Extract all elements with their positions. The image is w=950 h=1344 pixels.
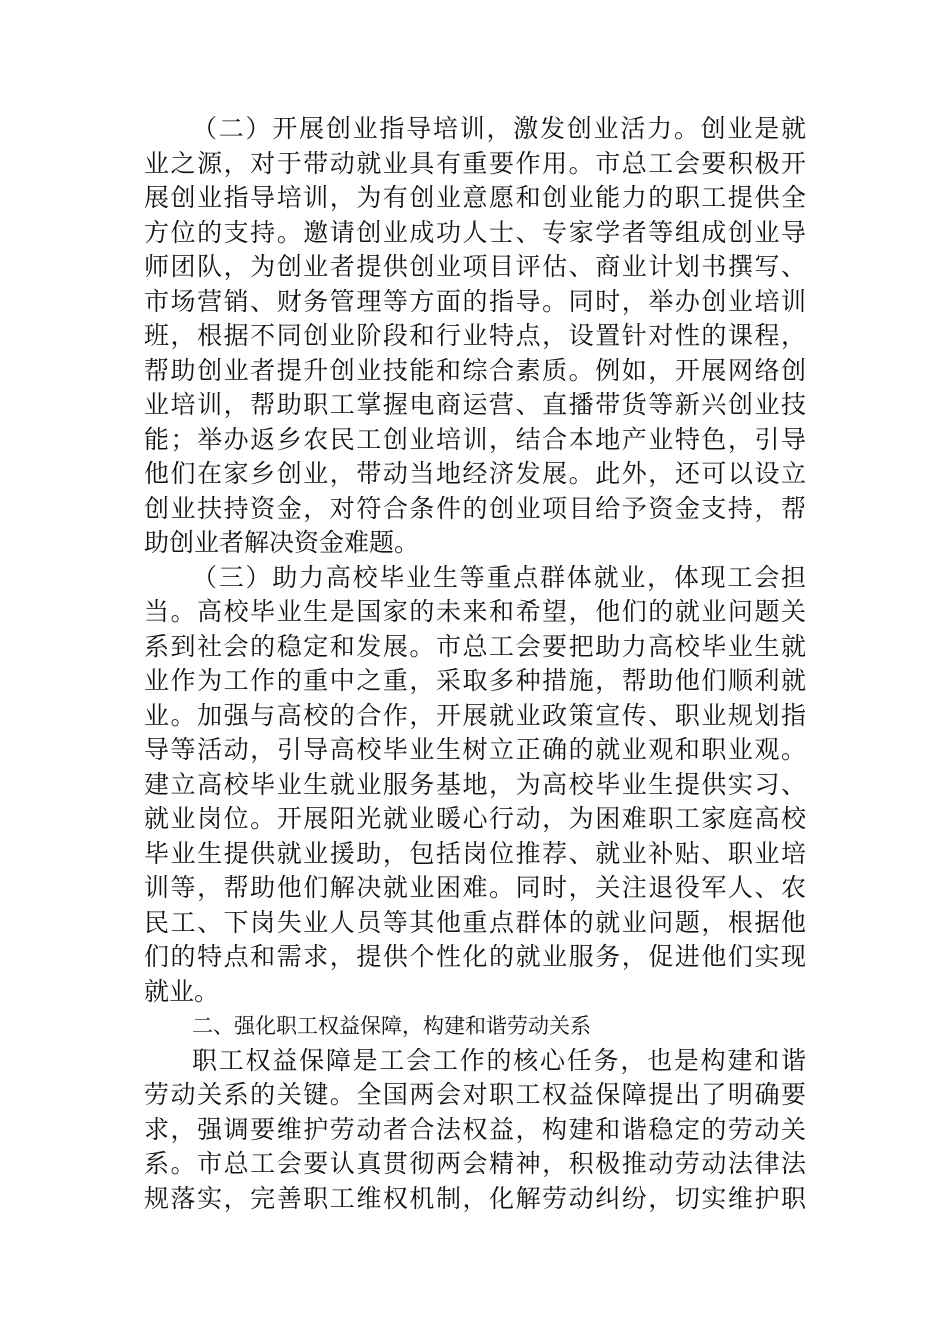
text-line: 班，根据不同创业阶段和行业特点，设置针对性的课程，	[144, 321, 806, 350]
text-line: 导等活动，引导高校毕业生树立正确的就业观和职业观。	[144, 735, 806, 764]
text-line: 业作为工作的重中之重，采取多种措施，帮助他们顺利就	[144, 666, 806, 695]
text-line: 帮助创业者提升创业技能和综合素质。例如，开展网络创	[144, 355, 806, 385]
text-line: 系到社会的稳定和发展。市总工会要把助力高校毕业生就	[144, 631, 806, 661]
text-line: 市场营销、财务管理等方面的指导。同时，举办创业培训	[144, 286, 806, 316]
paragraph-graduate-employment	[144, 561, 806, 1010]
text-line: 他们在家乡创业，带动当地经济发展。此外，还可以设立	[144, 459, 806, 488]
text-line: 业培训，帮助职工掌握电商运营、直播带货等新兴创业技	[144, 390, 806, 419]
text-line: 劳动关系的关键。全国两会对职工权益保障提出了明确要	[144, 1080, 806, 1109]
text-line: 们的特点和需求，提供个性化的就业服务，促进他们实现	[144, 942, 806, 971]
text-line: 规落实，完善职工维权机制，化解劳动纠纷，切实维护职	[144, 1183, 806, 1213]
text-line: 业。加强与高校的合作，开展就业政策宣传、职业规划指	[144, 700, 806, 730]
text-line: 展创业指导培训，为有创业意愿和创业能力的职工提供全	[144, 183, 806, 212]
section-heading-text: 二、强化职工权益保障，构建和谐劳动关系	[192, 1014, 591, 1038]
text-line: 创业扶持资金，对符合条件的创业项目给予资金支持，帮	[144, 493, 806, 523]
text-line: 能；举办返乡农民工创业培训，结合本地产业特色，引导	[144, 424, 806, 454]
text-line: 民工、下岗失业人员等其他重点群体的就业问题，根据他	[144, 907, 806, 937]
text-line: 求，强调要维护劳动者合法权益，构建和谐稳定的劳动关	[144, 1114, 806, 1144]
text-line: 职工权益保障是工会工作的核心任务，也是构建和谐	[192, 1045, 806, 1075]
text-line: 当。高校毕业生是国家的未来和希望，他们的就业问题关	[144, 597, 806, 626]
section-heading	[144, 1009, 806, 1044]
text-line: 就业。	[144, 976, 220, 1006]
text-line: 建立高校毕业生就业服务基地，为高校毕业生提供实习、	[144, 769, 806, 799]
text-line: 方位的支持。邀请创业成功人士、专家学者等组成创业导	[144, 217, 806, 247]
document-page	[144, 112, 806, 1216]
paragraph-entrepreneurship-training	[144, 112, 806, 561]
text-line: 训等，帮助他们解决就业困难。同时，关注退役军人、农	[144, 873, 806, 902]
text-line: 师团队，为创业者提供创业项目评估、商业计划书撰写、	[144, 252, 806, 281]
text-line: 助创业者解决资金难题。	[144, 528, 420, 557]
text-line: （三）助力高校毕业生等重点群体就业，体现工会担	[192, 562, 806, 592]
text-line: 就业岗位。开展阳光就业暖心行动，为困难职工家庭高校	[144, 804, 806, 833]
paragraph-worker-rights	[144, 1044, 806, 1217]
text-line: （二）开展创业指导培训，激发创业活力。创业是就	[192, 114, 806, 143]
text-line: 毕业生提供就业援助，包括岗位推荐、就业补贴、职业培	[144, 838, 806, 868]
text-line: 系。市总工会要认真贯彻两会精神，积极推动劳动法律法	[144, 1149, 806, 1178]
text-line: 业之源，对于带动就业具有重要作用。市总工会要积极开	[144, 148, 806, 178]
